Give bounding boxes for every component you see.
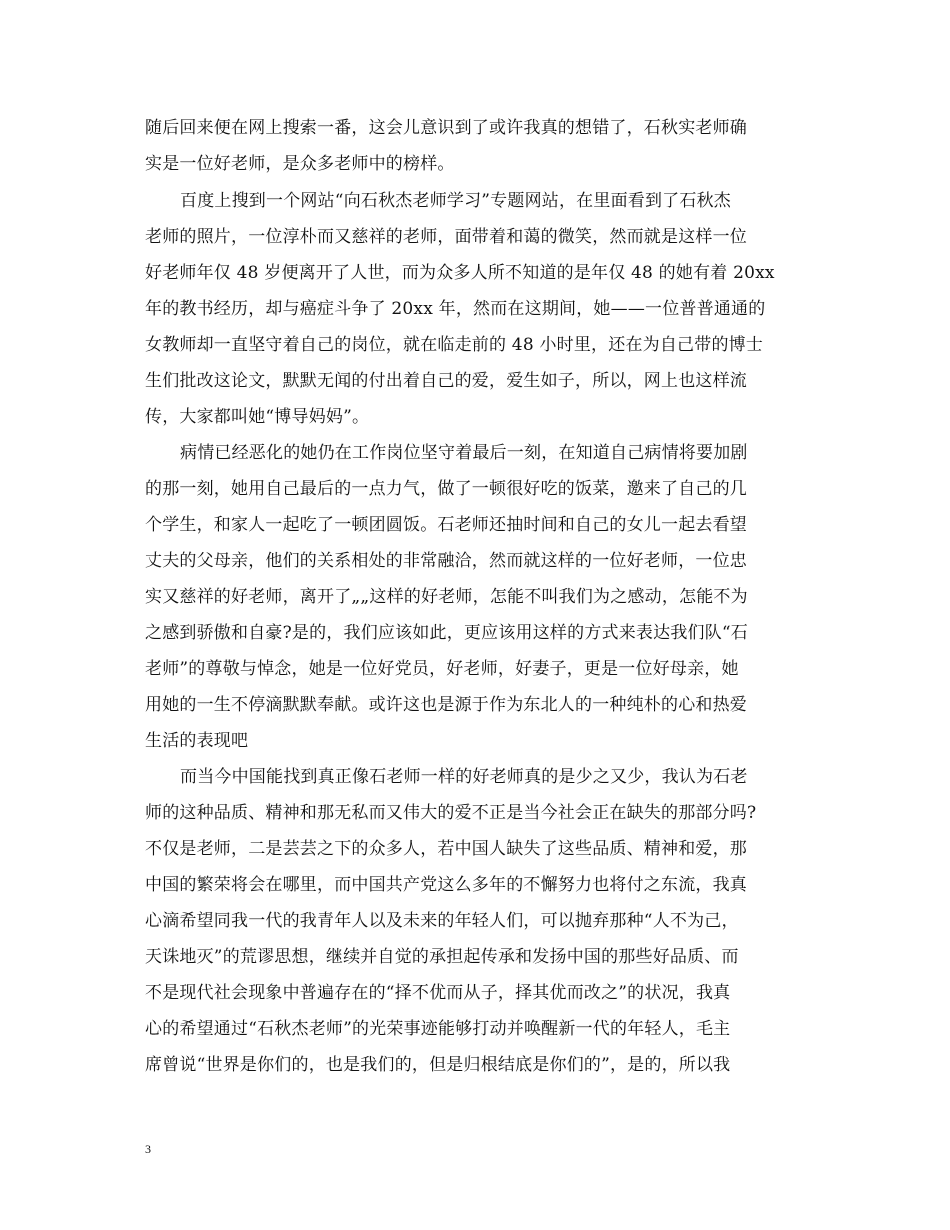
- body-text-line: 老师的照片，一位淳朴而又慈祥的老师，面带着和蔼的微笑，然而就是这样一位: [145, 227, 747, 247]
- body-text-line: 心滴希望同我一代的我青年人以及未来的年轻人们，可以抛弃那种“人不为己，: [145, 911, 739, 931]
- paragraph-first-line: 病情已经恶化的她仍在工作岗位坚守着最后一刻，在知道自己病情将要加剧: [180, 443, 748, 463]
- body-text-line: 实又慈祥的好老师，离开了„„这样的好老师，怎能不叫我们为之感动，怎能不为: [145, 587, 748, 607]
- paragraph-first-line: 百度上搜到一个网站“向石秋杰老师学习”专题网站，在里面看到了石秋杰: [180, 191, 731, 211]
- body-text-line: 个学生，和家人一起吃了一顿团圆饭。石老师还抽时间和自己的女儿一起去看望: [145, 515, 747, 535]
- body-text-line: 年的教书经历，却与癌症斗争了 20xx 年，然而在这期间，她——一位普普通通的: [145, 299, 766, 319]
- body-text-line: 生们批改这论文，默默无闻的付出着自己的爱，爱生如子，所以，网上也这样流: [145, 371, 747, 391]
- body-text-line: 心的希望通过“石秋杰老师”的光荣事迹能够打动并唤醒新一代的年轻人，毛主: [145, 1019, 731, 1039]
- page-number: 3: [145, 1142, 151, 1156]
- body-text-line: 生活的表现吧: [145, 731, 249, 751]
- body-text-line: 的那一刻，她用自己最后的一点力气，做了一顿很好吃的饭菜，邀来了自己的几: [145, 479, 747, 499]
- body-text-line: 老师”的尊敬与悼念，她是一位好党员，好老师，好妻子，更是一位好母亲，她: [145, 659, 739, 679]
- body-text-line: 中国的繁荣将会在哪里，而中国共产党这么多年的不懈努力也将付之东流，我真: [145, 875, 747, 895]
- body-text-line: 实是一位好老师，是众多老师中的榜样。: [145, 154, 455, 174]
- body-text-line: 传，大家都叫她“博导妈妈”。: [145, 407, 370, 427]
- body-text-line: 不是现代社会现象中普遍存在的“择不优而从子，择其优而改之”的状况，我真: [145, 983, 731, 1003]
- body-text-line: 师的这种品质、精神和那无私而又伟大的爱不正是当今社会正在缺失的那部分吗?: [145, 803, 757, 823]
- body-text-line: 用她的一生不停滴默默奉献。或许这也是源于作为东北人的一种纯朴的心和热爱: [145, 695, 747, 715]
- body-text-line: 女教师却一直坚守着自己的岗位，就在临走前的 48 小时里，还在为自己带的博士: [145, 335, 764, 355]
- body-text-line: 随后回来便在网上搜索一番，这会儿意识到了或许我真的想错了，石秋实老师确: [145, 118, 747, 138]
- body-text-line: 不仅是老师，二是芸芸之下的众多人，若中国人缺失了这些品质、精神和爱，那: [145, 839, 747, 859]
- body-text-line: 之感到骄傲和自豪?是的，我们应该如此，更应该用这样的方式来表达我们队“石: [145, 623, 749, 643]
- body-text-line: 席曾说“世界是你们的，也是我们的，但是归根结底是你们的”，是的，所以我: [145, 1055, 731, 1075]
- body-text-line: 天诛地灭”的荒谬思想，继续并自觉的承担起传承和发扬中国的那些好品质、而: [145, 947, 739, 967]
- body-text-line: 好老师年仅 48 岁便离开了人世，而为众多人所不知道的是年仅 48 的她有着 20xx: [145, 263, 775, 283]
- paragraph-first-line: 而当今中国能找到真正像石老师一样的好老师真的是少之又少，我认为石老: [180, 767, 748, 787]
- body-text-line: 丈夫的父母亲，他们的关系相处的非常融洽，然而就这样的一位好老师，一位忠: [145, 551, 747, 571]
